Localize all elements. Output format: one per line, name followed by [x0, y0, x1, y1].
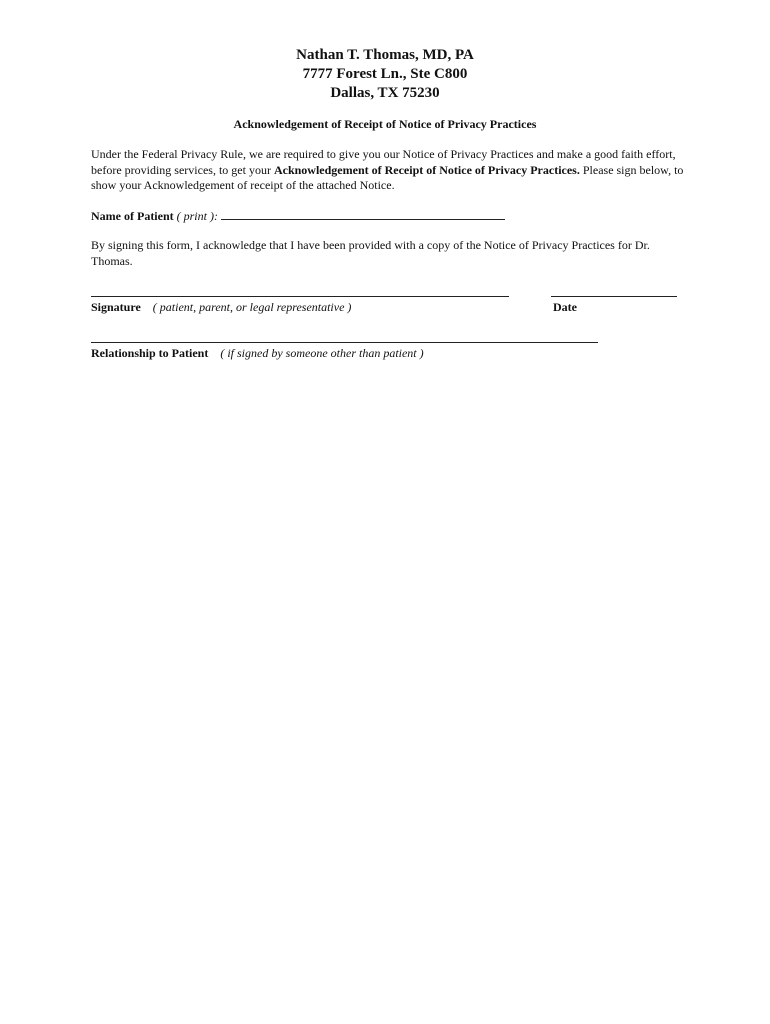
intro-text-after: Please sign below, to show your Acknowledgement of receipt of the attached Notice.: [91, 162, 684, 192]
practice-name: Nathan T. Thomas, MD, PA: [296, 47, 474, 63]
document-title: Acknowledgement of Receipt of Notice of Privacy Practices: [233, 117, 537, 131]
address-line-2: Dallas, TX 75230: [330, 85, 440, 101]
intro-bold-text: Acknowledgement of Receipt of Notice of Privacy Practices.: [273, 162, 580, 177]
signature-label-row: [91, 300, 351, 315]
address-line-1: 7777 Forest Ln., Ste C800: [302, 66, 468, 82]
signature-hint: ( patient, parent, or legal representative ): [152, 300, 352, 314]
relationship-label: Relationship to Patient: [91, 346, 209, 360]
signature-field[interactable]: [91, 296, 509, 297]
patient-name-hint: ( print ):: [176, 209, 218, 223]
date-label: Date: [553, 300, 577, 314]
signature-label: Signature: [91, 300, 141, 314]
patient-name-field[interactable]: [221, 208, 505, 220]
relationship-hint: ( if signed by someone other than patient ): [220, 346, 424, 360]
patient-name-label: Name of Patient: [91, 209, 174, 223]
patient-name-row: [91, 208, 505, 224]
intro-paragraph: [91, 147, 691, 194]
relationship-field[interactable]: [91, 342, 598, 343]
acknowledgement-paragraph: By signing this form, I acknowledge that I have been provided with a copy of the Notice of Privacy Practices for Dr. Thomas.: [91, 238, 650, 268]
date-field[interactable]: [551, 296, 677, 297]
letterhead: [0, 46, 770, 103]
relationship-label-row: [91, 346, 424, 361]
intro-text-before: Under the Federal Privacy Rule, we are required to give you our Notice of Privacy Practices and make a good faith effort, before providing services, to get your: [91, 147, 676, 177]
